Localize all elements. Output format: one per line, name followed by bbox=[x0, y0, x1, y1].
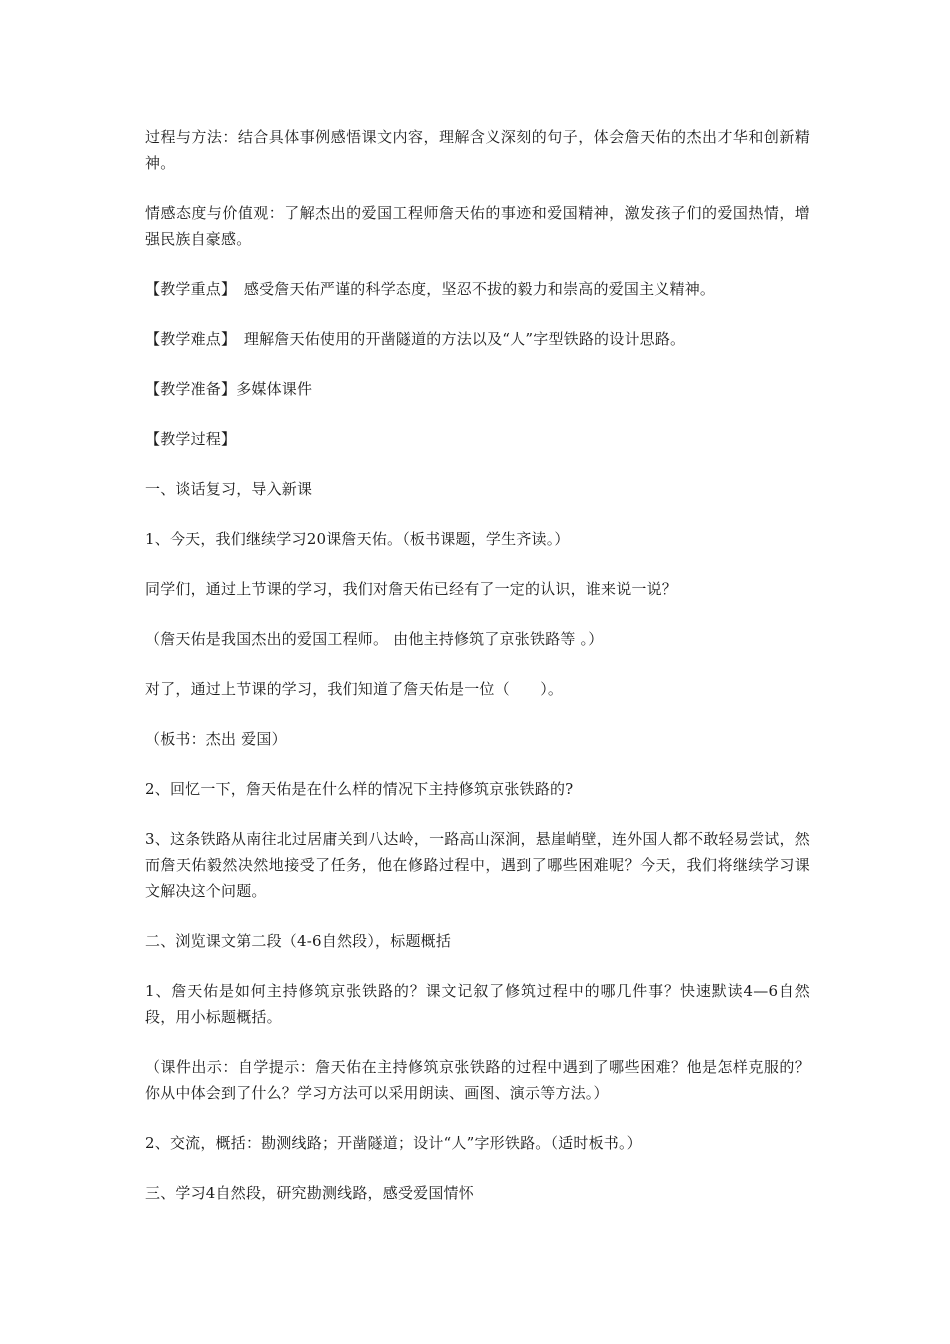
section-heading-3: 三、学习4自然段，研究勘测线路，感受爱国情怀 bbox=[145, 1184, 474, 1202]
teaching-difficulty: 【教学难点】 理解詹天佑使用的开凿隧道的方法以及“人”字型铁路的设计思路。 bbox=[145, 330, 686, 348]
paragraph-answer: （詹天佑是我国杰出的爱国工程师。 由他主持修筑了京张铁路等 。） bbox=[145, 630, 604, 648]
objective-emotion-values: 情感态度与价值观：了解杰出的爱国工程师詹天佑的事迹和爱国精神，激发孩子们的爱国热情，增强民族自豪感。 bbox=[145, 204, 810, 248]
paragraph-step-2-1: 1、詹天佑是如何主持修筑京张铁路的？课文记叙了修筑过程中的哪几件事？快速默读4—6自然段，用小标题概括。 bbox=[145, 982, 810, 1026]
objective-process-method: 过程与方法：结合具体事例感悟课文内容，理解含义深刻的句子，体会詹天佑的杰出才华和创新精神。 bbox=[145, 128, 810, 172]
section-heading-1: 一、谈话复习，导入新课 bbox=[145, 480, 313, 498]
paragraph-fill-blank: 对了，通过上节课的学习，我们知道了詹天佑是一位（ ）。 bbox=[145, 680, 564, 698]
paragraph-board-note: （板书：杰出 爱国） bbox=[145, 730, 287, 748]
section-heading-2: 二、浏览课文第二段（4-6自然段），标题概括 bbox=[145, 932, 452, 950]
document-page bbox=[145, 124, 810, 1230]
paragraph-courseware-hint: （课件出示：自学提示：詹天佑在主持修筑京张铁路的过程中遇到了哪些困难？他是怎样克服的？你从中体会到了什么？学习方法可以采用朗读、画图、演示等方法。） bbox=[145, 1058, 810, 1102]
paragraph-step-1-3: 3、这条铁路从南往北过居庸关到八达岭，一路高山深涧，悬崖峭壁，连外国人都不敢轻易尝试，然而詹天佑毅然决然地接受了任务，他在修路过程中，遇到了哪些困难呢？今天，我们将继续学习课文解决这个问题。 bbox=[145, 830, 810, 900]
paragraph-step-1-2: 2、回忆一下，詹天佑是在什么样的情况下主持修筑京张铁路的? bbox=[145, 780, 574, 798]
paragraph-step-1-1: 1、今天，我们继续学习20课詹天佑。（板书课题，学生齐读。） bbox=[145, 530, 570, 548]
teaching-process-heading: 【教学过程】 bbox=[145, 430, 237, 448]
paragraph-step-2-2: 2、交流，概括：勘测线路；开凿隧道；设计“人”字形铁路。（适时板书。） bbox=[145, 1134, 642, 1152]
paragraph-question: 同学们，通过上节课的学习，我们对詹天佑已经有了一定的认识，谁来说一说？ bbox=[145, 580, 678, 598]
teaching-focus: 【教学重点】 感受詹天佑严谨的科学态度，坚忍不拔的毅力和崇高的爱国主义精神。 bbox=[145, 280, 716, 298]
teaching-preparation: 【教学准备】多媒体课件 bbox=[145, 380, 313, 398]
